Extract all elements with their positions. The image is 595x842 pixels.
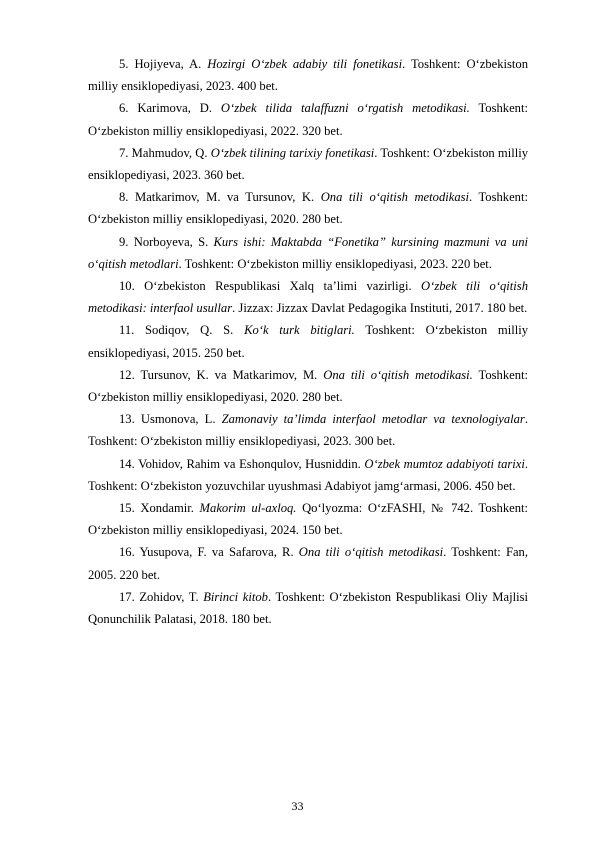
- reference-number: 12.: [119, 367, 135, 382]
- reference-publication: Toshkent: O‘zbekiston milliy ensiklopediyasi, 2022. 320 bet.: [88, 101, 528, 138]
- reference-item: [88, 586, 528, 630]
- reference-publication: Toshkent: O‘zbekiston milliy ensiklopediyasi, 2020. 280 bet.: [88, 367, 528, 405]
- reference-title: O‘zbek tilining tarixiy fonetikasi: [210, 145, 375, 160]
- reference-authors: Mahmudov, Q.: [131, 145, 211, 160]
- reference-publication: . Toshkent: O‘zbekiston milliy ensiklopediyasi, 2023. 400 bet.: [88, 57, 528, 94]
- reference-publication: . Toshkent: Fan, 2005. 220 bet.: [88, 545, 528, 582]
- reference-item: [88, 231, 528, 275]
- reference-publication: . Toshkent: O‘zbekiston milliy ensiklopediyasi, 2020. 280 bet.: [88, 190, 528, 227]
- reference-title: O‘zbek tili o‘qitish metodikasi: interfaol usullar: [88, 279, 528, 316]
- reference-item: [88, 497, 528, 541]
- reference-publication: . Toshkent: O‘zbekiston milliy ensiklopediyasi, 2023. 360 bet.: [88, 145, 528, 183]
- reference-number: 11.: [119, 323, 135, 338]
- reference-authors: Hojiyeva, A.: [134, 57, 208, 71]
- reference-number: 8.: [119, 190, 129, 205]
- reference-title: Ona tili o‘qitish metodikasi: [320, 190, 470, 205]
- reference-list: [88, 53, 528, 630]
- reference-number: 9.: [119, 234, 129, 249]
- reference-item: [88, 453, 528, 497]
- reference-item: [88, 142, 528, 186]
- reference-number: 5.: [119, 57, 129, 71]
- reference-publication: . Toshkent: O‘zbekiston milliy ensiklopediyasi, 2023. 220 bet.: [178, 256, 492, 271]
- reference-item: [88, 97, 528, 141]
- reference-number: 16.: [119, 545, 135, 560]
- reference-number: 14.: [119, 456, 135, 471]
- reference-authors: Vohidov, Rahim va Eshonqulov, Husniddin.: [138, 456, 365, 471]
- reference-publication: . Toshkent: O‘zbekiston Respublikasi Oliy Majlisi Qonunchilik Palatasi, 2018. 180 bet.: [88, 589, 528, 627]
- reference-authors: O‘zbekiston Respublikasi Xalq ta’limi vazirligi.: [144, 279, 422, 294]
- reference-publication: . Toshkent: O‘zbekiston milliy ensiklopediyasi, 2023. 300 bet.: [88, 412, 528, 449]
- reference-title: Zamonaviy ta’limda interfaol metodlar va texnologiyalar: [221, 412, 525, 427]
- reference-number: 15.: [119, 501, 135, 516]
- reference-publication: . Jizzax: Jizzax Davlat Pedagogika Instituti, 2017. 180 bet.: [232, 301, 528, 316]
- reference-number: 13.: [119, 412, 135, 427]
- reference-authors: Matkarimov, M. va Tursunov, K.: [135, 190, 321, 205]
- reference-title: Kurs ishi: Maktabda “Fonetika” kursining mazmuni va uni o‘qitish metodlari: [88, 234, 529, 271]
- reference-authors: Karimova, D.: [137, 101, 221, 116]
- reference-authors: Tursunov, K. va Matkarimov, M.: [140, 367, 324, 382]
- reference-title: Makorim ul-axloq.: [199, 501, 297, 516]
- reference-number: 6.: [119, 101, 129, 116]
- reference-title: Ona tili o‘qitish metodikasi.: [323, 367, 473, 382]
- reference-item: [88, 319, 528, 363]
- page-number: 33: [291, 799, 304, 813]
- reference-title: O‘zbek tilida talaffuzni o‘rgatish metodikasi.: [220, 101, 470, 116]
- reference-authors: Sodiqov, Q. S.: [145, 323, 245, 338]
- reference-authors: Usmonova, L.: [140, 412, 222, 427]
- reference-item: [88, 275, 528, 319]
- reference-title: Ona tili o‘qitish metodikasi: [298, 545, 444, 560]
- reference-publication: . Toshkent: O‘zbekiston yozuvchilar uyushmasi Adabiyot jamg‘armasi, 2006. 450 bet.: [88, 456, 529, 493]
- reference-authors: Yusupova, F. va Safarova, R.: [139, 545, 299, 560]
- reference-item: [88, 364, 528, 408]
- reference-title: Birinci kitob: [203, 589, 268, 604]
- reference-title: O‘zbek mumtoz adabiyoti tarixi: [364, 456, 525, 471]
- reference-authors: Xondamir.: [140, 501, 200, 516]
- reference-item: [88, 408, 528, 452]
- reference-publication: Qo‘lyozma: O‘zFASHI, № 742. Toshkent: O‘zbekiston milliy ensiklopediyasi, 2024. 150 bet.: [88, 501, 529, 538]
- reference-item: [88, 541, 528, 585]
- reference-authors: Zohidov, T.: [139, 589, 204, 604]
- reference-number: 7.: [119, 145, 129, 160]
- reference-item: [88, 186, 528, 230]
- reference-publication: Toshkent: O‘zbekiston milliy ensiklopediyasi, 2015. 250 bet.: [88, 323, 528, 360]
- reference-item: [88, 53, 528, 97]
- reference-title: Hozirgi O‘zbek adabiy tili fonetikasi: [207, 57, 403, 71]
- reference-authors: Norboyeva, S.: [133, 234, 214, 249]
- reference-number: 17.: [119, 589, 135, 604]
- reference-title: Ko‘k turk bitiglari.: [244, 323, 355, 338]
- reference-number: 10.: [119, 279, 135, 294]
